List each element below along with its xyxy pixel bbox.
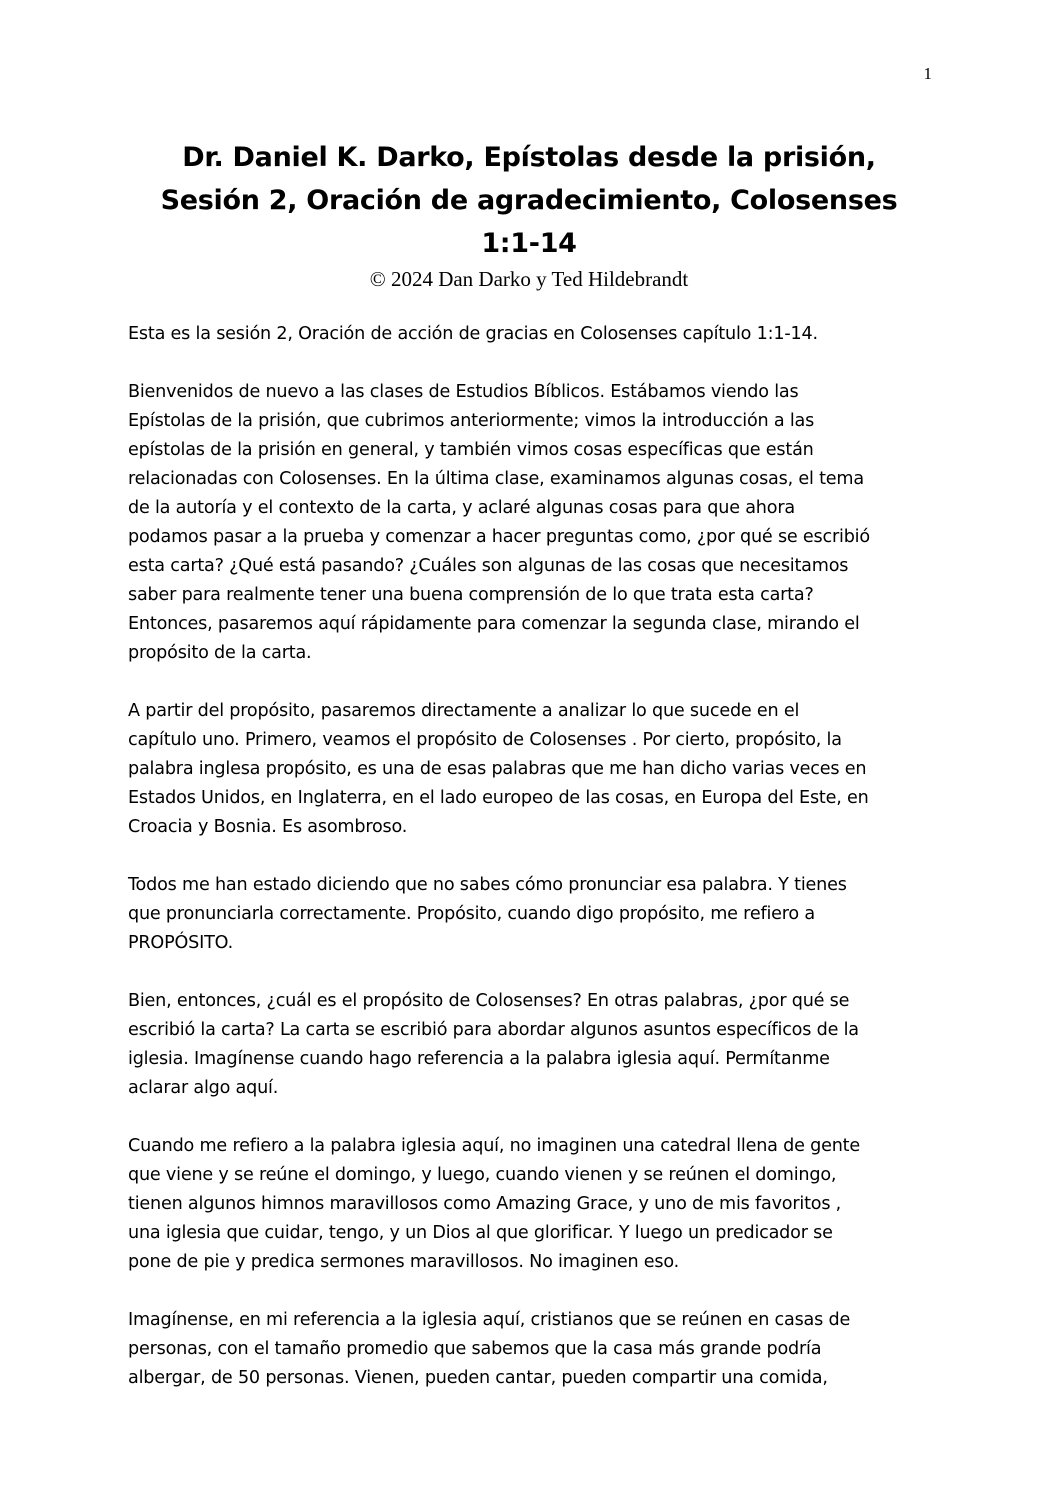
text-line: palabra inglesa propósito, es una de esas palabras que me han dicho varias veces en bbox=[128, 759, 867, 779]
text-line: propósito de la carta. bbox=[128, 643, 312, 663]
copyright-notice: © 2024 Dan Darko y Ted Hildebrandt bbox=[369, 267, 689, 291]
document-title bbox=[128, 136, 930, 265]
text-line: capítulo uno. Primero, veamos el propósito de Colosenses . Por cierto, propósito, la bbox=[128, 730, 842, 750]
paragraph bbox=[128, 320, 930, 349]
paragraph bbox=[128, 697, 930, 842]
text-line: esta carta? ¿Qué está pasando? ¿Cuáles son algunas de las cosas que necesitamos bbox=[128, 556, 849, 576]
text-line: una iglesia que cuidar, tengo, y un Dios al que glorificar. Y luego un predicador se bbox=[128, 1223, 833, 1243]
text-line: saber para realmente tener una buena comprensión de lo que trata esta carta? bbox=[128, 585, 814, 605]
text-line: de la autoría y el contexto de la carta, y aclaré algunas cosas para que ahora bbox=[128, 498, 795, 518]
text-line: Imagínense, en mi referencia a la iglesia aquí, cristianos que se reúnen en casas de bbox=[128, 1310, 851, 1330]
text-line: Epístolas de la prisión, que cubrimos anteriormente; vimos la introducción a las bbox=[128, 411, 815, 431]
text-line: que pronunciarla correctamente. Propósito, cuando digo propósito, me refiero a bbox=[128, 904, 815, 924]
text-line: Bienvenidos de nuevo a las clases de Estudios Bíblicos. Estábamos viendo las bbox=[128, 382, 799, 402]
text-line: relacionadas con Colosenses. En la última clase, examinamos algunas cosas, el tema bbox=[128, 469, 864, 489]
text-line: aclarar algo aquí. bbox=[128, 1078, 279, 1098]
text-line: Entonces, pasaremos aquí rápidamente para comenzar la segunda clase, mirando el bbox=[128, 614, 860, 634]
text-line: PROPÓSITO. bbox=[128, 933, 233, 953]
text-line: Todos me han estado diciendo que no sabes cómo pronunciar esa palabra. Y tienes bbox=[128, 875, 847, 895]
paragraph bbox=[128, 1132, 930, 1277]
text-line: tienen algunos himnos maravillosos como Amazing Grace, y uno de mis favoritos , bbox=[128, 1194, 842, 1214]
text-line: personas, con el tamaño promedio que sabemos que la casa más grande podría bbox=[128, 1339, 822, 1359]
text-line: Croacia y Bosnia. Es asombroso. bbox=[128, 817, 408, 837]
document-body bbox=[128, 320, 930, 1422]
text-line: pone de pie y predica sermones maravillosos. No imaginen eso. bbox=[128, 1252, 680, 1272]
title-line: Dr. Daniel K. Darko, Epístolas desde la prisión, bbox=[182, 142, 876, 173]
text-line: Esta es la sesión 2, Oración de acción de gracias en Colosenses capítulo 1:1-14. bbox=[128, 324, 818, 344]
text-line: iglesia. Imagínense cuando hago referencia a la palabra iglesia aquí. Permítanme bbox=[128, 1049, 830, 1069]
text-line: albergar, de 50 personas. Vienen, pueden cantar, pueden compartir una comida, bbox=[128, 1368, 828, 1388]
paragraph bbox=[128, 378, 930, 668]
title-line: Sesión 2, Oración de agradecimiento, Colosenses bbox=[160, 185, 898, 216]
text-line: A partir del propósito, pasaremos directamente a analizar lo que sucede en el bbox=[128, 701, 800, 721]
text-line: Estados Unidos, en Inglaterra, en el lado europeo de las cosas, en Europa del Este, en bbox=[128, 788, 869, 808]
paragraph bbox=[128, 987, 930, 1103]
page-number: 1 bbox=[923, 64, 932, 83]
text-line: escribió la carta? La carta se escribió para abordar algunos asuntos específicos de la bbox=[128, 1020, 859, 1040]
text-line: epístolas de la prisión en general, y también vimos cosas específicas que están bbox=[128, 440, 814, 460]
paragraph bbox=[128, 871, 930, 958]
text-line: Bien, entonces, ¿cuál es el propósito de Colosenses? En otras palabras, ¿por qué se bbox=[128, 991, 850, 1011]
text-line: Cuando me refiero a la palabra iglesia aquí, no imaginen una catedral llena de gente bbox=[128, 1136, 861, 1156]
paragraph bbox=[128, 1306, 930, 1393]
text-line: que viene y se reúne el domingo, y luego, cuando vienen y se reúnen el domingo, bbox=[128, 1165, 837, 1185]
text-line: podamos pasar a la prueba y comenzar a hacer preguntas como, ¿por qué se escribió bbox=[128, 527, 870, 547]
title-line: 1:1-14 bbox=[481, 228, 577, 259]
